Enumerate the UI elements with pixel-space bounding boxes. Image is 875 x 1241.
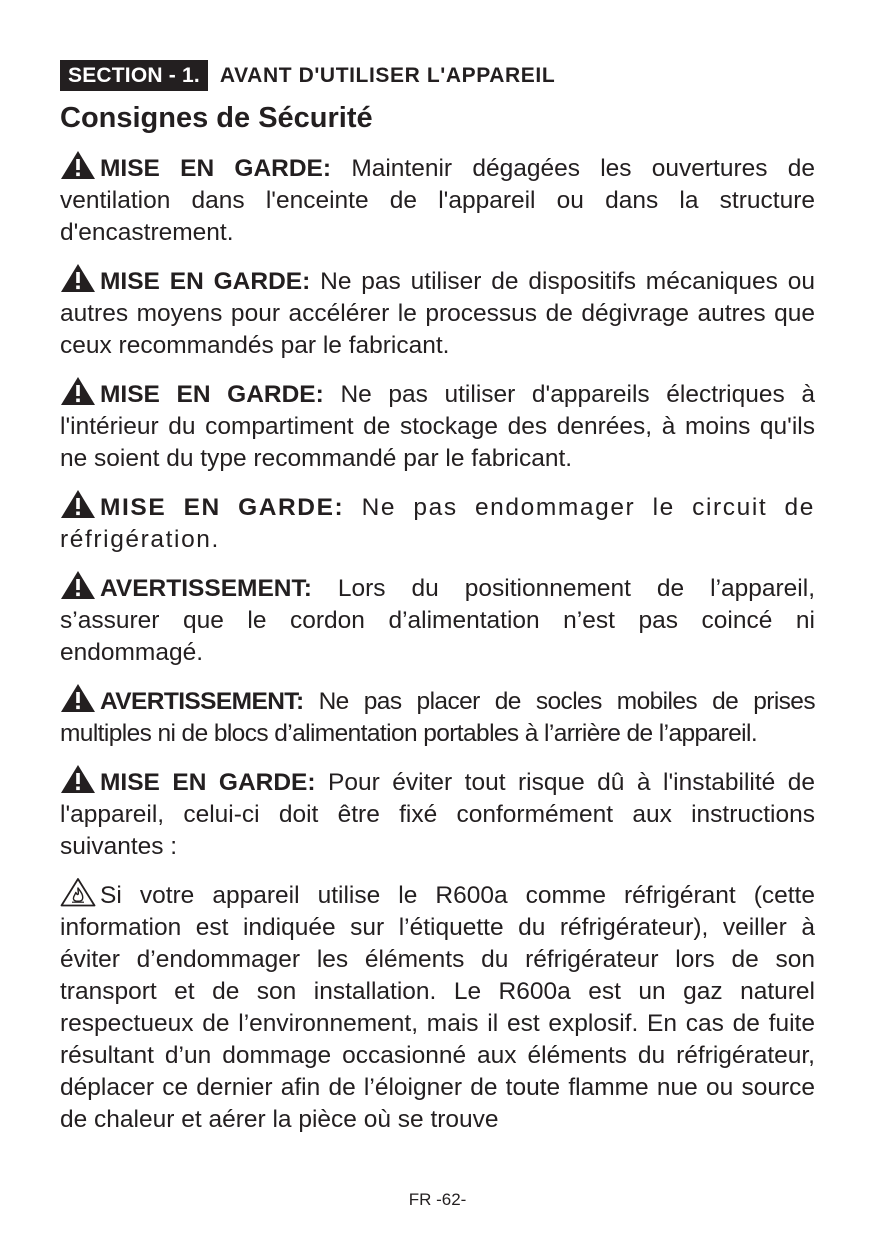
- warning-paragraph: [60, 263, 815, 362]
- warning-text: Ne pas utiliser de dispositifs mécaniques ou autres moyens pour accélérer le processus de dégivrage autres que ceux recommandés par le fabricant.: [60, 268, 816, 359]
- warning-text: Pour éviter tout risque dû à l'instabilité de l'appareil, celui-ci doit être fixé conformément aux instructions suivantes :: [60, 769, 816, 860]
- warning-triangle-icon: [60, 570, 96, 600]
- safety-instructions: [60, 150, 815, 1150]
- warning-triangle-icon: [60, 376, 96, 406]
- warning-paragraph: [60, 376, 815, 475]
- warning-triangle-icon: [60, 764, 96, 794]
- warning-text: Ne pas endommager le circuit de réfrigération.: [60, 494, 815, 553]
- warning-keyword: MISE EN GARDE:: [100, 769, 316, 796]
- warning-keyword: MISE EN GARDE:: [100, 381, 324, 408]
- warning-keyword: MISE EN GARDE:: [100, 494, 345, 521]
- flammable-warning-icon: [60, 877, 96, 907]
- warning-paragraph: [60, 877, 815, 1136]
- warning-keyword: AVERTISSEMENT:: [100, 575, 312, 602]
- section-title: AVANT D'UTILISER L'APPAREIL: [219, 63, 556, 87]
- section-badge: SECTION - 1.: [60, 60, 208, 91]
- warning-text: Ne pas utiliser d'appareils électriques à l'intérieur du compartiment de stockage des denrées, à moins qu'ils ne soient du type recommandé par le fabricant.: [60, 381, 815, 472]
- warning-triangle-icon: [60, 150, 96, 180]
- warning-triangle-icon: [60, 683, 96, 713]
- warning-paragraph: [60, 489, 815, 556]
- warning-keyword: AVERTISSEMENT:: [100, 688, 304, 715]
- warning-text: Lors du positionnement de l’appareil, s’assurer que le cordon d’alimentation n’est pas coincé ni endommagé.: [60, 575, 815, 666]
- warning-text: Si votre appareil utilise le R600a comme réfrigérant (cette information est indiquée sur l’étiquette du réfrigérateur), veiller à éviter d’endommager les éléments du réfrigérateur lors de son transport et de son installation. Le R600a est un gaz naturel respectueux de l’environnement, mais il est explosif. En cas de fuite résultant d’un dommage occasionné aux éléments du réfrigérateur, déplacer ce dernier afin de l’éloigner de toute flamme nue ou source de chaleur et aérer la pièce où se trouve: [60, 882, 815, 1133]
- section-header: [60, 60, 555, 91]
- warning-keyword: MISE EN GARDE:: [100, 268, 311, 295]
- warning-paragraph: [60, 570, 815, 669]
- warning-paragraph: [60, 764, 815, 863]
- warning-paragraph: [60, 150, 815, 249]
- page-title: Consignes de Sécurité: [60, 102, 373, 134]
- warning-paragraph: [60, 683, 815, 750]
- warning-triangle-icon: [60, 489, 96, 519]
- page-number: FR -62-: [408, 1190, 467, 1209]
- warning-text: Maintenir dégagées les ouvertures de ventilation dans l'enceinte de l'appareil ou dans la structure d'encastrement.: [60, 155, 815, 246]
- warning-text: Ne pas placer de socles mobiles de prises multiples ni de blocs d’alimentation portables à l’arrière de l’appareil.: [60, 688, 815, 747]
- warning-triangle-icon: [60, 263, 96, 293]
- warning-keyword: MISE EN GARDE:: [100, 155, 332, 182]
